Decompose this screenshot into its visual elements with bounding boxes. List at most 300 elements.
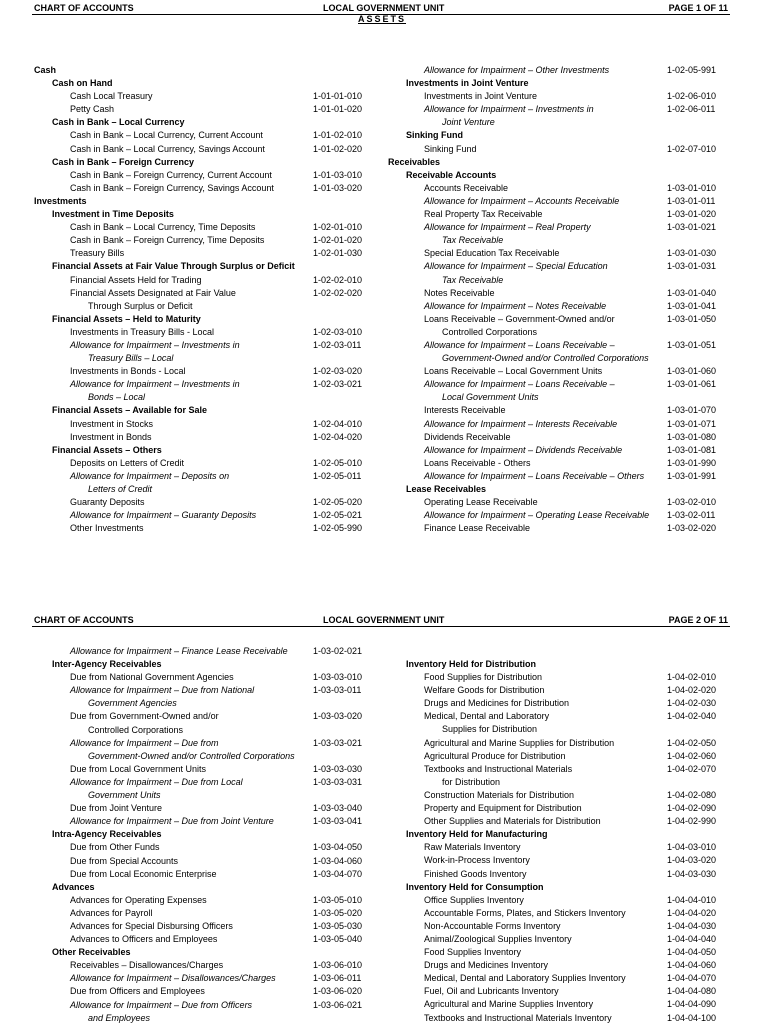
- account-row: [34, 90, 388, 103]
- account-title: Intra-Agency Receivables: [52, 829, 162, 840]
- account-code: 1-03-03-031: [313, 776, 363, 787]
- account-code: 1-03-03-040: [313, 803, 363, 814]
- account-title: Due from Local Economic Enterprise: [70, 868, 217, 879]
- account-title: Financial Assets Held for Trading: [70, 274, 202, 285]
- account-row: [388, 1012, 758, 1024]
- account-row: [388, 208, 758, 221]
- account-title: Allowance for Impairment – Other Investments: [424, 65, 610, 75]
- account-code: 1-03-06-010: [313, 960, 363, 971]
- account-row: [388, 103, 758, 116]
- account-row: [388, 182, 758, 195]
- account-code: 1-02-02-020: [313, 287, 363, 298]
- account-title: Tax Receivable: [442, 235, 504, 246]
- account-code: 1-04-04-010: [667, 894, 717, 905]
- account-row: [388, 802, 758, 815]
- account-row: [34, 274, 388, 287]
- account-title: Receivables – Disallowances/Charges: [70, 960, 224, 971]
- account-row: [388, 750, 758, 763]
- account-title: Due from Government-Owned and/or: [70, 711, 219, 722]
- account-code: 1-04-02-990: [667, 816, 717, 827]
- account-row: [34, 841, 388, 854]
- account-code: 1-02-05-021: [313, 510, 363, 521]
- account-title: Cash in Bank – Foreign Currency, Savings Account: [70, 182, 274, 193]
- account-row: [388, 221, 758, 234]
- account-title: Property and Equipment for Distribution: [424, 803, 582, 814]
- account-row: [34, 247, 388, 260]
- account-row: [388, 339, 758, 352]
- account-title: Lease Receivables: [406, 484, 487, 494]
- account-title: Allowance for Impairment – Guaranty Deposits: [70, 510, 257, 521]
- account-row: [34, 182, 388, 195]
- account-title: Work-in-Process Inventory: [424, 855, 530, 866]
- account-row: [34, 169, 388, 182]
- account-title: Guaranty Deposits: [70, 497, 145, 508]
- account-title: Allowance for Impairment – Due from Joint Venture: [70, 816, 274, 827]
- account-row: [388, 737, 758, 750]
- section-title: ASSETS: [358, 14, 407, 24]
- account-title: Controlled Corporations: [442, 326, 538, 337]
- account-row: [34, 894, 388, 907]
- account-title: Investment in Time Deposits: [52, 209, 174, 220]
- account-row: [388, 418, 758, 431]
- account-code: 1-01-03-020: [313, 182, 363, 193]
- account-title: Allowance for Impairment – Investments in: [70, 339, 240, 350]
- account-title: Allowance for Impairment – Operating Lease Receivable: [424, 510, 650, 521]
- account-row: [34, 671, 388, 684]
- account-title: Advances for Special Disbursing Officers: [70, 920, 233, 931]
- account-code: 1-01-02-020: [313, 143, 363, 154]
- account-code: 1-04-03-030: [667, 868, 717, 879]
- account-row: [34, 418, 388, 431]
- account-row: [34, 483, 388, 496]
- account-row: [34, 868, 388, 881]
- account-title: Drugs and Medicines for Distribution: [424, 698, 570, 709]
- account-code: 1-04-02-020: [667, 685, 717, 696]
- account-title: Allowance for Impairment – Disallowances/Charges: [70, 973, 276, 984]
- account-title: Allowance for Impairment – Special Education: [424, 261, 608, 272]
- header-rule: [32, 626, 730, 627]
- account-row: [388, 671, 758, 684]
- document-page-2: [0, 612, 768, 1024]
- account-title: Financial Assets at Fair Value Through Surplus or Deficit: [52, 261, 295, 272]
- account-group-row: [388, 881, 758, 894]
- account-title: Textbooks and Instructional Materials Inventory: [424, 1012, 612, 1023]
- account-title: Fuel, Oil and Lubricants Inventory: [424, 986, 559, 997]
- account-row: [388, 470, 758, 483]
- account-row: [388, 868, 758, 881]
- account-code: 1-03-01-060: [667, 366, 717, 377]
- account-code: 1-04-02-050: [667, 737, 717, 748]
- account-title: Food Supplies Inventory: [424, 947, 522, 958]
- account-code: 1-03-03-021: [313, 737, 363, 748]
- account-row: [388, 697, 758, 710]
- account-title: Dividends Receivable: [424, 431, 511, 442]
- account-title: Other Investments: [70, 523, 144, 534]
- header-page-number: PAGE 2 OF 11: [668, 615, 728, 625]
- account-group-row: [34, 116, 388, 129]
- account-row: [388, 116, 758, 129]
- account-row: [34, 737, 388, 750]
- account-code: 1-03-01-071: [667, 418, 717, 429]
- account-code: 1-04-02-030: [667, 698, 717, 709]
- account-title: Cash in Bank – Local Currency, Savings Account: [70, 143, 265, 154]
- account-row: [34, 684, 388, 697]
- account-row: [34, 697, 388, 710]
- account-code: 1-03-05-010: [313, 894, 363, 905]
- account-title: Other Receivables: [52, 947, 131, 958]
- account-row: [388, 933, 758, 946]
- account-row: [388, 959, 758, 972]
- account-code: 1-04-04-030: [667, 920, 717, 931]
- account-code: 1-03-01-011: [667, 195, 716, 206]
- account-title: Sinking Fund: [424, 143, 477, 154]
- account-code: 1-04-04-050: [667, 947, 717, 958]
- account-group-row: [388, 828, 758, 841]
- account-title: Financial Assets Designated at Fair Value: [70, 287, 236, 298]
- account-row: [34, 326, 388, 339]
- account-title: Allowance for Impairment – Interests Receivable: [424, 418, 618, 429]
- account-group-row: [388, 77, 758, 90]
- account-code: 1-04-04-100: [667, 1012, 717, 1023]
- account-row: [34, 999, 388, 1012]
- account-group-row: [34, 77, 388, 90]
- account-row: [34, 972, 388, 985]
- account-row: [34, 907, 388, 920]
- account-title: Real Property Tax Receivable: [424, 209, 543, 220]
- account-row: [388, 946, 758, 959]
- account-title: Controlled Corporations: [88, 724, 184, 735]
- account-row: [388, 684, 758, 697]
- account-code: 1-03-01-051: [667, 339, 717, 350]
- account-row: [388, 841, 758, 854]
- account-title: Raw Materials Inventory: [424, 842, 521, 853]
- account-code: 1-02-05-990: [313, 523, 363, 534]
- account-row: [388, 985, 758, 998]
- account-code: 1-04-02-070: [667, 763, 717, 774]
- account-code: 1-03-06-021: [313, 999, 363, 1010]
- account-row: [388, 522, 758, 535]
- account-column-right: [388, 64, 758, 535]
- account-title: Agricultural and Marine Supplies for Distribution: [424, 737, 615, 748]
- account-row: [388, 723, 758, 736]
- account-title: Animal/Zoological Supplies Inventory: [424, 933, 572, 944]
- account-code: 1-02-01-030: [313, 248, 363, 259]
- account-row: [388, 260, 758, 273]
- account-code: 1-03-06-011: [313, 973, 362, 984]
- account-title: Investments in Joint Venture: [406, 78, 529, 89]
- account-code: 1-02-01-010: [313, 222, 363, 233]
- account-code: 1-03-06-020: [313, 986, 363, 997]
- account-title: Receivables: [388, 156, 441, 167]
- account-title: Food Supplies for Distribution: [424, 672, 543, 683]
- account-title: for Distribution: [442, 776, 501, 787]
- account-code: 1-03-01-041: [667, 300, 717, 311]
- account-code: 1-02-04-010: [313, 418, 363, 429]
- account-row: [34, 985, 388, 998]
- account-group-row: [34, 313, 388, 326]
- account-row: [34, 724, 388, 737]
- account-group-row: [388, 658, 758, 671]
- account-title: Cash: [34, 65, 57, 75]
- account-title: Receivable Accounts: [406, 169, 497, 180]
- account-title: Government Units: [88, 790, 161, 801]
- account-title: Financial Assets – Held to Maturity: [52, 313, 201, 324]
- account-row: [34, 470, 388, 483]
- account-title: Through Surplus or Deficit: [88, 300, 193, 311]
- account-code: 1-03-04-050: [313, 842, 363, 853]
- account-title: Medical, Dental and Laboratory Supplies Inventory: [424, 973, 626, 984]
- account-title: Allowance for Impairment – Loans Receivable –: [424, 339, 615, 350]
- account-title: Special Education Tax Receivable: [424, 248, 560, 259]
- account-title: Allowance for Impairment – Dividends Receivable: [424, 444, 623, 455]
- account-row: [34, 339, 388, 352]
- account-code: 1-03-04-070: [313, 868, 363, 879]
- account-title: Cash in Bank – Foreign Currency: [52, 156, 195, 167]
- account-title: Due from Joint Venture: [70, 803, 163, 814]
- account-row: [388, 378, 758, 391]
- account-title: Allowance for Impairment – Accounts Receivable: [424, 195, 620, 206]
- account-row: [388, 789, 758, 802]
- account-row: [34, 129, 388, 142]
- account-title: Government-Owned and/or Controlled Corporations: [88, 750, 295, 761]
- account-title: Government Agencies: [88, 698, 177, 709]
- account-title: Allowance for Impairment – Loans Receivable – Others: [424, 470, 645, 481]
- account-column-right: [388, 658, 758, 1024]
- account-code: 1-03-01-031: [667, 261, 717, 272]
- account-title: Allowance for Impairment – Real Property: [424, 222, 591, 233]
- account-row: [34, 391, 388, 404]
- account-title: Cash Local Treasury: [70, 91, 153, 102]
- account-code: 1-03-03-030: [313, 763, 363, 774]
- account-group-row: [34, 156, 388, 169]
- account-code: 1-02-01-020: [313, 235, 363, 246]
- account-title: Petty Cash: [70, 104, 115, 115]
- account-row: [388, 854, 758, 867]
- account-title: Allowance for Impairment – Due from Local: [70, 776, 243, 787]
- account-code: 1-01-01-010: [313, 91, 363, 102]
- account-row: [388, 998, 758, 1011]
- account-row: [34, 352, 388, 365]
- account-code: 1-04-03-010: [667, 842, 717, 853]
- account-title: Inter-Agency Receivables: [52, 659, 162, 670]
- account-title: Allowance for Impairment – Due from National: [70, 685, 255, 696]
- account-group-row: [34, 658, 388, 671]
- account-title: Welfare Goods for Distribution: [424, 685, 545, 696]
- account-row: [34, 496, 388, 509]
- account-title: Allowance for Impairment – Due from: [70, 737, 219, 748]
- account-row: [388, 763, 758, 776]
- account-title: Cash in Bank – Local Currency, Time Deposits: [70, 222, 256, 233]
- account-title: Advances for Operating Expenses: [70, 894, 207, 905]
- account-title: Allowance for Impairment – Loans Receivable –: [424, 379, 615, 390]
- account-code: 1-02-02-010: [313, 274, 363, 285]
- account-title: Local Government Units: [442, 392, 539, 403]
- header-center: LOCAL GOVERNMENT UNIT: [323, 3, 445, 13]
- account-group-row: [388, 129, 758, 142]
- account-title: Non-Accountable Forms Inventory: [424, 920, 561, 931]
- account-title: Medical, Dental and Laboratory: [424, 711, 550, 722]
- account-code: 1-03-03-011: [313, 685, 362, 696]
- account-code: 1-01-01-020: [313, 104, 363, 115]
- account-title: Treasury Bills – Local: [88, 353, 174, 364]
- account-code: 1-02-05-020: [313, 497, 363, 508]
- account-column-left: [34, 645, 388, 1024]
- account-row: [388, 894, 758, 907]
- account-row: [34, 378, 388, 391]
- account-row: [34, 300, 388, 313]
- account-row: [34, 234, 388, 247]
- account-title: Allowance for Impairment – Investments in: [70, 379, 240, 390]
- account-title: Construction Materials for Distribution: [424, 789, 575, 800]
- account-code: 1-03-02-021: [313, 646, 363, 656]
- account-row: [388, 920, 758, 933]
- account-row: [388, 326, 758, 339]
- account-title: Loans Receivable – Local Government Units: [424, 366, 603, 377]
- account-code: 1-03-02-020: [667, 523, 717, 534]
- account-row: [34, 645, 388, 658]
- account-group-row: [388, 156, 758, 169]
- account-row: [388, 195, 758, 208]
- account-title: Letters of Credit: [88, 484, 153, 494]
- account-code: 1-03-02-011: [667, 510, 716, 521]
- account-code: 1-02-03-010: [313, 326, 363, 337]
- account-title: Cash in Bank – Local Currency, Current Account: [70, 130, 263, 141]
- account-code: 1-03-01-991: [667, 470, 717, 481]
- account-title: Advances to Officers and Employees: [70, 934, 218, 945]
- account-code: 1-03-01-081: [667, 444, 717, 455]
- account-title: Inventory Held for Manufacturing: [406, 829, 548, 840]
- account-code: 1-02-03-020: [313, 366, 363, 377]
- account-row: [34, 855, 388, 868]
- account-row: [34, 103, 388, 116]
- account-code: 1-03-01-040: [667, 287, 717, 298]
- account-code: 1-03-01-021: [667, 222, 717, 233]
- account-title: Government-Owned and/or Controlled Corporations: [442, 353, 649, 364]
- account-code: 1-03-01-010: [667, 182, 717, 193]
- account-title: Drugs and Medicines Inventory: [424, 960, 549, 971]
- account-code: 1-03-05-040: [313, 934, 363, 945]
- account-title: Cash in Bank – Foreign Currency, Time Deposits: [70, 235, 265, 246]
- account-title: Investments in Joint Venture: [424, 91, 538, 102]
- account-row: [388, 776, 758, 789]
- account-title: Investments in Bonds - Local: [70, 366, 186, 377]
- account-title: Treasury Bills: [70, 248, 125, 259]
- account-row: [388, 509, 758, 522]
- account-code: 1-04-04-060: [667, 960, 717, 971]
- account-row: [34, 457, 388, 470]
- account-row: [34, 1012, 388, 1024]
- account-title: Due from Special Accounts: [70, 855, 179, 866]
- page-header: [0, 0, 768, 14]
- account-row: [388, 444, 758, 457]
- account-group-row: [388, 169, 758, 182]
- account-row: [34, 710, 388, 723]
- account-group-row: [34, 260, 388, 273]
- account-row: [34, 776, 388, 789]
- account-title: Agricultural Produce for Distribution: [424, 750, 566, 761]
- account-title: and Employees: [88, 1012, 151, 1023]
- header-center: LOCAL GOVERNMENT UNIT: [323, 615, 445, 625]
- account-row: [34, 365, 388, 378]
- account-title: Cash in Bank – Foreign Currency, Current Account: [70, 169, 272, 180]
- account-title: Tax Receivable: [442, 274, 504, 285]
- account-title: Finished Goods Inventory: [424, 868, 527, 879]
- account-title: Sinking Fund: [406, 130, 463, 141]
- account-row: [34, 750, 388, 763]
- account-code: 1-04-02-040: [667, 711, 717, 722]
- account-code: 1-03-01-990: [667, 457, 717, 468]
- account-code: 1-02-03-011: [313, 339, 362, 350]
- account-group-row: [34, 64, 388, 77]
- account-title: Textbooks and Instructional Materials: [424, 763, 573, 774]
- account-row: [34, 221, 388, 234]
- account-row: [388, 234, 758, 247]
- account-code: 1-03-03-010: [313, 672, 363, 683]
- account-title: Interests Receivable: [424, 405, 506, 416]
- account-code: 1-03-04-060: [313, 855, 363, 866]
- account-row: [388, 64, 758, 77]
- account-row: [34, 959, 388, 972]
- account-title: Investments in Treasury Bills - Local: [70, 326, 215, 337]
- account-title: Other Supplies and Materials for Distribution: [424, 816, 601, 827]
- account-group-row: [34, 444, 388, 457]
- account-code: 1-02-05-010: [313, 457, 363, 468]
- account-row: [388, 972, 758, 985]
- account-row: [34, 802, 388, 815]
- account-title: Office Supplies Inventory: [424, 894, 524, 905]
- account-title: Operating Lease Receivable: [424, 497, 538, 508]
- account-title: Due from Other Funds: [70, 842, 160, 853]
- account-row: [34, 789, 388, 802]
- account-title: Allowance for Impairment – Due from Officers: [70, 999, 253, 1010]
- account-row: [34, 143, 388, 156]
- account-row: [388, 287, 758, 300]
- account-code: 1-04-03-020: [667, 855, 717, 866]
- account-title: Advances for Payroll: [70, 907, 153, 918]
- header-left: CHART OF ACCOUNTS: [34, 3, 134, 13]
- account-title: Bonds – Local: [88, 392, 146, 403]
- account-row: [34, 920, 388, 933]
- account-code: 1-02-06-011: [667, 104, 716, 115]
- account-row: [388, 365, 758, 378]
- account-row: [388, 815, 758, 828]
- account-title: Inventory Held for Consumption: [406, 881, 544, 892]
- account-code: 1-03-02-010: [667, 497, 717, 508]
- header-page-number: PAGE 1 OF 11: [668, 3, 728, 13]
- account-row: [34, 933, 388, 946]
- account-code: 1-04-04-070: [667, 973, 717, 984]
- account-code: 1-04-04-080: [667, 986, 717, 997]
- account-group-row: [34, 946, 388, 959]
- account-row: [388, 313, 758, 326]
- account-title: Loans Receivable – Government-Owned and/or: [424, 313, 615, 324]
- account-group-row: [388, 483, 758, 496]
- account-title: Inventory Held for Distribution: [406, 659, 537, 669]
- account-row: [388, 90, 758, 103]
- account-code: 1-04-04-040: [667, 933, 717, 944]
- account-code: 1-02-07-010: [667, 143, 717, 154]
- account-code: 1-02-06-010: [667, 91, 717, 102]
- account-title: Accountable Forms, Plates, and Stickers Inventory: [424, 907, 626, 918]
- account-code: 1-03-01-050: [667, 313, 717, 324]
- account-code: 1-03-01-070: [667, 405, 717, 416]
- account-group-row: [34, 881, 388, 894]
- account-code: 1-03-01-030: [667, 248, 717, 259]
- account-code: 1-04-02-090: [667, 803, 717, 814]
- account-title: Agricultural and Marine Supplies Inventory: [424, 999, 594, 1010]
- account-title: Allowance for Impairment – Investments in: [424, 104, 594, 115]
- header-left: CHART OF ACCOUNTS: [34, 615, 134, 625]
